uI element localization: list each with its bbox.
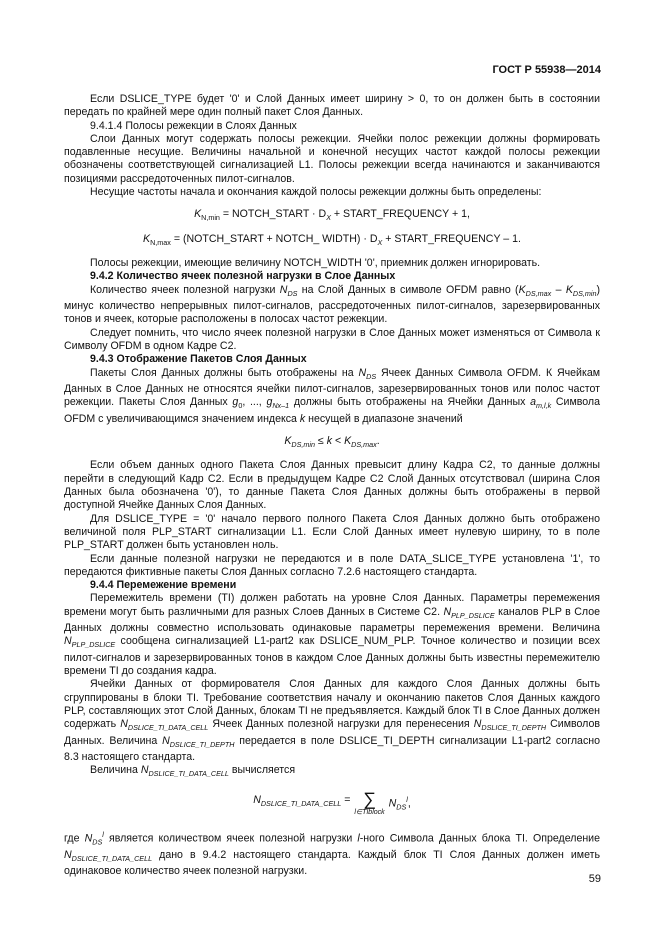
paragraph: Слои Данных могут содержать полосы режекции. Ячейки полос режекции должны формировать подавленные несущие. Величины начальной и конечной несущих частот каждой полосы режекции обозначены соответствующей сигнализацией L1. Полосы режекции всегда начинаются и заканчиваются позициями рассредоточенных пилот-сигналов.	[64, 132, 600, 185]
page-number: 59	[588, 873, 601, 885]
paragraph: Несущие частоты начала и окончания каждой полосы режекции должны быть определены:	[90, 186, 542, 199]
paragraph: Если данные полезной нагрузки не передаются и в поле DATA_SLICE_TYPE установлена '1', то передаются фиктивные пакеты Слоя Данных согласно 7.2.6 настоящего стандарта.	[64, 552, 600, 578]
paragraph: Количество ячеек полезной нагрузки $N_{DS}$ на Слой Данных в символе OFDM равно $(K_{DS,max} - K_{DS,min})$ минус количество непрерывных пилот-сигналов, рассредоточенных пилот-сигналов, зарезервированных тонов и ячеек, которые расположены в полосах частот режекции.	[64, 283, 600, 326]
formula-k-range: $K_{DS,min} \le k < K_{DS,max}$.	[284, 435, 380, 450]
paragraph: Полосы режекции, имеющие величину NOTCH_WIDTH '0', приемник должен игнорировать.	[90, 257, 541, 270]
page-header-standard: ГОСТ Р 55938—2014	[492, 64, 601, 76]
paragraph: Если DSLICE_TYPE будет '0' и Слой Данных имеет ширину > 0, то он должен быть в состоянии передать по крайней мере один полный пакет Слоя Данных.	[64, 93, 600, 119]
paragraph: Пакеты Слоя Данных должны быть отображены на $N_{DS}$ Ячеек Данных Символа OFDM. К Ячейкам Данных в Слое Данных не относятся ячейки пилот-сигналов, зарезервированных тонов или полос частот режекции. Пакеты Слоя Данных $g_0$, ..., $g_{Nx-1}$ должны быть отображены на Ячейки Данных $a_{m,l,k}$ Символа OFDM с увеличивающимся значением индекса k несущей в диапазоне значений	[64, 366, 601, 425]
paragraph: Если объем данных одного Пакета Слоя Данных превысит длину Кадра С2, то данные должны перейти в следующий Кадр С2. Если в предыдущем Кадре С2 Слой Данных отсутствовал (ширина Слоя Данных была обозначена '0'), то данные Пакета Слоя Данных должны быть отображены в первой доступной Ячейке Данных Слоя Данных.	[64, 459, 600, 512]
formula-kmin: $K_{N,min}$ = NOTCH_START · $D_X$ + START_FREQUENCY + 1,	[194, 208, 470, 223]
section-heading: 9.4.2 Количество ячеек полезной нагрузки в Слое Данных	[90, 270, 396, 283]
paragraph: Ячейки Данных от формирователя Слоя Данных для каждого Слоя Данных должны быть сгруппированы в блоки TI. Требование соответствия началу и окончанию пакетов Слоя Данных каждого PLP, составляющих этот Слой Данных, блокам TI не предъявляется. Каждый блок TI в Слое Данных должен содержать $N_{DSLICE\_TI\_DATA\_CELL}$ Ячеек Данных полезной нагрузки для перенесения $N_{DSLICE\_TI\_DEPTH}$ Символов Данных. Величина $N_{DSLICE\_TI\_DEPTH}$ передается в поле DSLICE_TI_DEPTH сигнализации L1-part2 согласно 8.3 настоящего стандарта.	[64, 678, 600, 764]
paragraph: Следует помнить, что число ячеек полезной нагрузки в Слое Данных может изменяться от Символа к Символу OFDM в одном Кадре С2.	[64, 326, 600, 353]
formula-kmax: $K_{N,max}$ = (NOTCH_START + NOTCH_ WIDTH) · $D_X$ + START_FREQUENCY – 1.	[143, 232, 521, 247]
paragraph: Для DSLICE_TYPE = '0' начало первого полного Пакета Слоя Данных должно быть отображено величиной поля PLP_START сигнализации L1. Если Слой Данных имеет нулевую ширину, то в поле PLP_START должен быть установлен ноль.	[64, 512, 600, 552]
paragraph: где $N_{DS}^l$ является количеством ячеек полезной нагрузки l-ного Символа Данных блока TI. Определение $N_{DSLICE\_TI\_DATA\_CELL}$ дано в 9.4.2 настоящего стандарта. Каждый блок TI Слоя Данных должен иметь одинаковое количество ячеек полезной нагрузки.	[64, 831, 600, 878]
section-heading: 9.4.4 Перемежение времени	[90, 579, 237, 592]
paragraph: Величина $N_{DSLICE\_TI\_DATA\_CELL}$ вычисляется	[90, 764, 296, 779]
paragraph: Перемежитель времени (TI) должен работать на уровне Слоя Данных. Параметры перемежения времени могут быть различными для разных Слоев Данных в Системе С2. $N_{PLP\_DSLICE}$ каналов PLP в Слое Данных должны совместно использовать одинаковые параметры перемежения времени. Величина $N_{PLP\_DSLICE}$ сообщена сигнализацией L1-part2 как DSLICE_NUM_PLP. Точное количество и позиции всех пилот-сигналов и зарезервированных тонов в каждом Слое Данных должны быть известны перемежителю времени TI до создания кадра.	[64, 592, 600, 678]
sum-symbol: ∑ l∈TIblock	[354, 788, 385, 816]
document-body	[64, 93, 600, 879]
section-heading: 9.4.3 Отображение Пакетов Слоя Данных	[90, 353, 307, 366]
formula-sum: $N_{DSLICE\_TI\_DATA\_CELL}$ = ∑ l∈TIblock $N_{DS}^l$,	[64, 791, 600, 819]
section-heading: 9.4.1.4 Полосы режекции в Слоях Данных	[90, 119, 297, 132]
